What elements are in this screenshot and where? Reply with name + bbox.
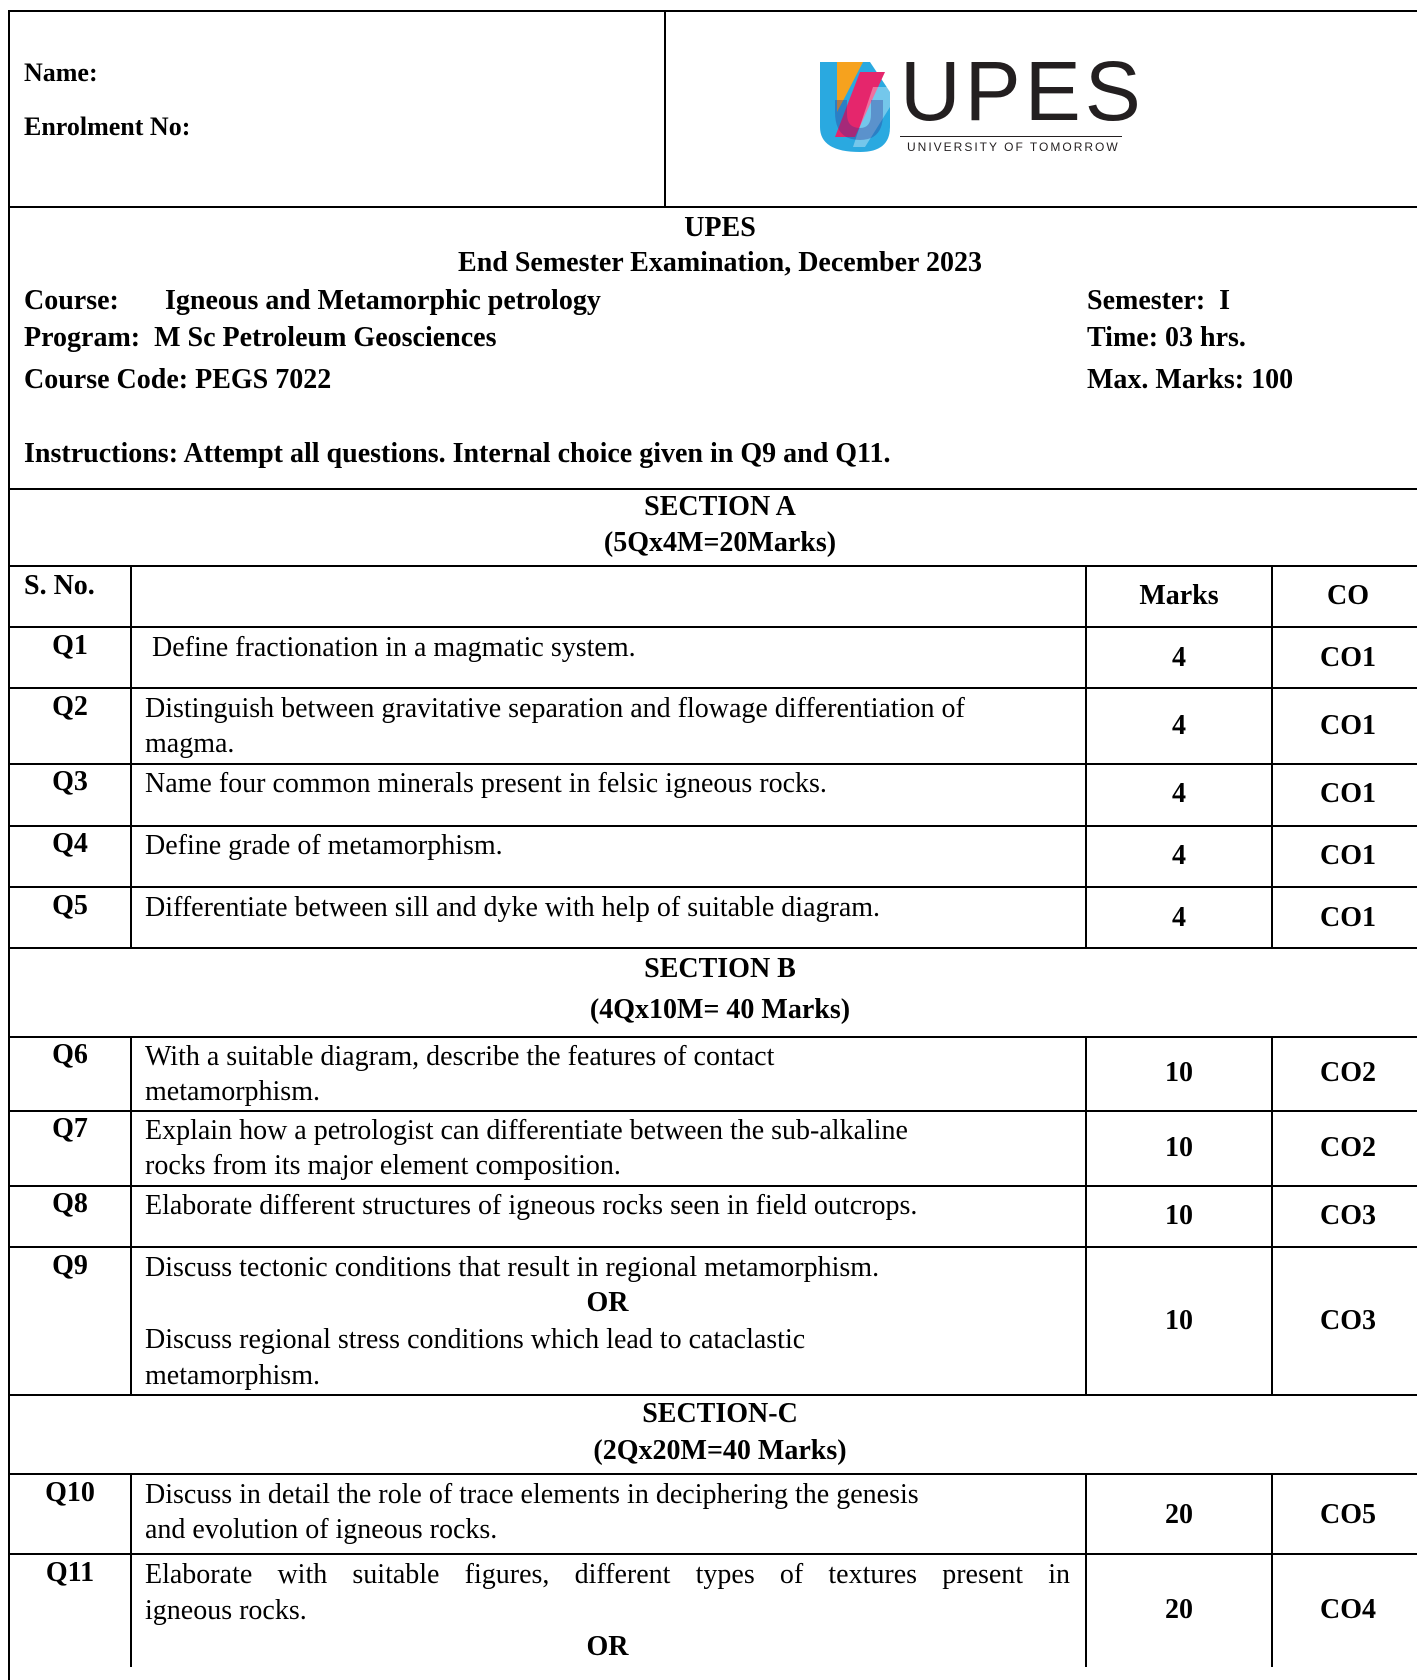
q6-text-line1: With a suitable diagram, describe the features of contact <box>145 1041 775 1072</box>
q3-text: Name four common minerals present in felsic igneous rocks. <box>145 768 827 799</box>
q3-marks: 4 <box>1172 778 1186 809</box>
q10-text-line1: Discuss in detail the role of trace elements in deciphering the genesis <box>145 1479 919 1510</box>
q7-text-line1: Explain how a petrologist can differentiate between the sub-alkaline <box>145 1115 908 1146</box>
q6-marks: 10 <box>1165 1057 1193 1088</box>
q10-co: CO5 <box>1320 1499 1376 1530</box>
q4-text: Define grade of metamorphism. <box>145 830 503 861</box>
rule-q1-top <box>8 626 1417 628</box>
q9-or: OR <box>586 1287 629 1318</box>
name-label: Name: <box>24 58 98 87</box>
q8-marks: 10 <box>1165 1200 1193 1231</box>
col-rule-2 <box>1085 565 1087 948</box>
course-label: Course: <box>24 285 119 316</box>
q2-number: Q2 <box>52 691 88 722</box>
q2-co: CO1 <box>1320 710 1376 741</box>
q9-text-line1: Discuss tectonic conditions that result in regional metamorphism. <box>145 1252 880 1283</box>
q10-text-line2: and evolution of igneous rocks. <box>145 1514 498 1545</box>
max-marks: Max. Marks: 100 <box>1087 364 1294 395</box>
instructions: Instructions: Attempt all questions. Internal choice given in Q9 and Q11. <box>24 438 891 469</box>
logo-wordmark: UPES <box>900 44 1145 138</box>
q6-text-line2: metamorphism. <box>145 1076 320 1107</box>
q7-number: Q7 <box>52 1113 88 1144</box>
q8-co: CO3 <box>1320 1200 1376 1231</box>
q9-marks: 10 <box>1165 1305 1193 1336</box>
section-b-subtitle: (4Qx10M= 40 Marks) <box>589 994 851 1025</box>
col-rule-3 <box>1271 565 1273 948</box>
q6-co: CO2 <box>1320 1057 1376 1088</box>
header-co: CO <box>1327 580 1369 611</box>
q4-marks: 4 <box>1172 840 1186 871</box>
exam-title: End Semester Examination, December 2023 <box>458 247 982 278</box>
q6-number: Q6 <box>52 1039 88 1070</box>
q11-text-line1: Elaborate with suitable figures, different types of textures present in <box>145 1559 1070 1590</box>
q8-text: Elaborate different structures of igneous rocks seen in field outcrops. <box>145 1190 918 1221</box>
q1-marks: 4 <box>1172 642 1186 673</box>
q11-co: CO4 <box>1320 1594 1376 1625</box>
institution-name: UPES <box>684 212 756 243</box>
q2-text-line2: magma. <box>145 728 235 759</box>
q11-number: Q11 <box>45 1557 95 1588</box>
q1-co: CO1 <box>1320 642 1376 673</box>
logo-tagline: UNIVERSITY OF TOMORROW <box>907 140 1120 154</box>
rule-q4-top <box>8 825 1417 827</box>
q4-co: CO1 <box>1320 840 1376 871</box>
section-b-title: SECTION B <box>644 953 796 984</box>
q2-marks: 4 <box>1172 710 1186 741</box>
q11-text-line2: igneous rocks. <box>145 1595 307 1626</box>
program-line: Program: M Sc Petroleum Geosciences <box>24 322 497 353</box>
q5-co: CO1 <box>1320 902 1376 933</box>
logo-underline <box>900 136 1122 137</box>
course-code: Course Code: PEGS 7022 <box>24 364 332 395</box>
header-marks: Marks <box>1139 580 1219 611</box>
q3-number: Q3 <box>52 766 88 797</box>
q11-or: OR <box>586 1631 629 1662</box>
rule-q10-top <box>8 1473 1417 1475</box>
section-a-title: SECTION A <box>644 491 796 522</box>
rule-q5-top <box>8 886 1417 888</box>
q9-number: Q9 <box>52 1250 88 1281</box>
section-c-title: SECTION-C <box>642 1398 798 1429</box>
col-rule-1 <box>130 565 132 948</box>
q10-number: Q10 <box>45 1477 95 1508</box>
q7-text-line2: rocks from its major element composition. <box>145 1150 621 1181</box>
rule-q8-top <box>8 1185 1417 1187</box>
upes-logo <box>815 44 1145 162</box>
section-a-subtitle: (5Qx4M=20Marks) <box>603 527 837 558</box>
q9-text-line3: metamorphism. <box>145 1360 320 1391</box>
q3-co: CO1 <box>1320 778 1376 809</box>
rule-header-top <box>8 565 1417 567</box>
q4-number: Q4 <box>52 828 88 859</box>
rule-q11-top <box>8 1553 1417 1555</box>
rule-q3-top <box>8 763 1417 765</box>
exam-time: Time: 03 hrs. <box>1087 322 1246 353</box>
q5-number: Q5 <box>52 890 88 921</box>
header-sno: S. No. <box>24 570 95 601</box>
enrolment-label: Enrolment No: <box>24 112 191 141</box>
q5-marks: 4 <box>1172 902 1186 933</box>
q5-text: Differentiate between sill and dyke with help of suitable diagram. <box>145 892 881 923</box>
rule-q2-top <box>8 687 1417 689</box>
col-rule-1-b <box>130 1036 132 1395</box>
header-divider <box>664 10 666 207</box>
rule-section-c-top <box>8 1394 1417 1396</box>
q7-co: CO2 <box>1320 1132 1376 1163</box>
section-c-subtitle: (2Qx20M=40 Marks) <box>593 1435 847 1466</box>
q7-marks: 10 <box>1165 1132 1193 1163</box>
rule-q7-top <box>8 1110 1417 1112</box>
semester: Semester: I <box>1087 285 1231 316</box>
q9-text-line2: Discuss regional stress conditions which lead to cataclastic <box>145 1324 806 1355</box>
q1-number: Q1 <box>52 630 88 661</box>
q1-text: Define fractionation in a magmatic system. <box>145 632 636 663</box>
q2-text-line1: Distinguish between gravitative separation and flowage differentiation of <box>145 693 965 724</box>
rule-section-b-top <box>8 947 1417 949</box>
rule-q6-top <box>8 1036 1417 1038</box>
q11-marks: 20 <box>1165 1594 1193 1625</box>
rule-q9-top <box>8 1246 1417 1248</box>
q10-marks: 20 <box>1165 1499 1193 1530</box>
q9-co: CO3 <box>1320 1305 1376 1336</box>
header-bottom-border <box>8 206 1417 208</box>
course-value: Igneous and Metamorphic petrology <box>165 285 601 316</box>
q8-number: Q8 <box>52 1188 88 1219</box>
